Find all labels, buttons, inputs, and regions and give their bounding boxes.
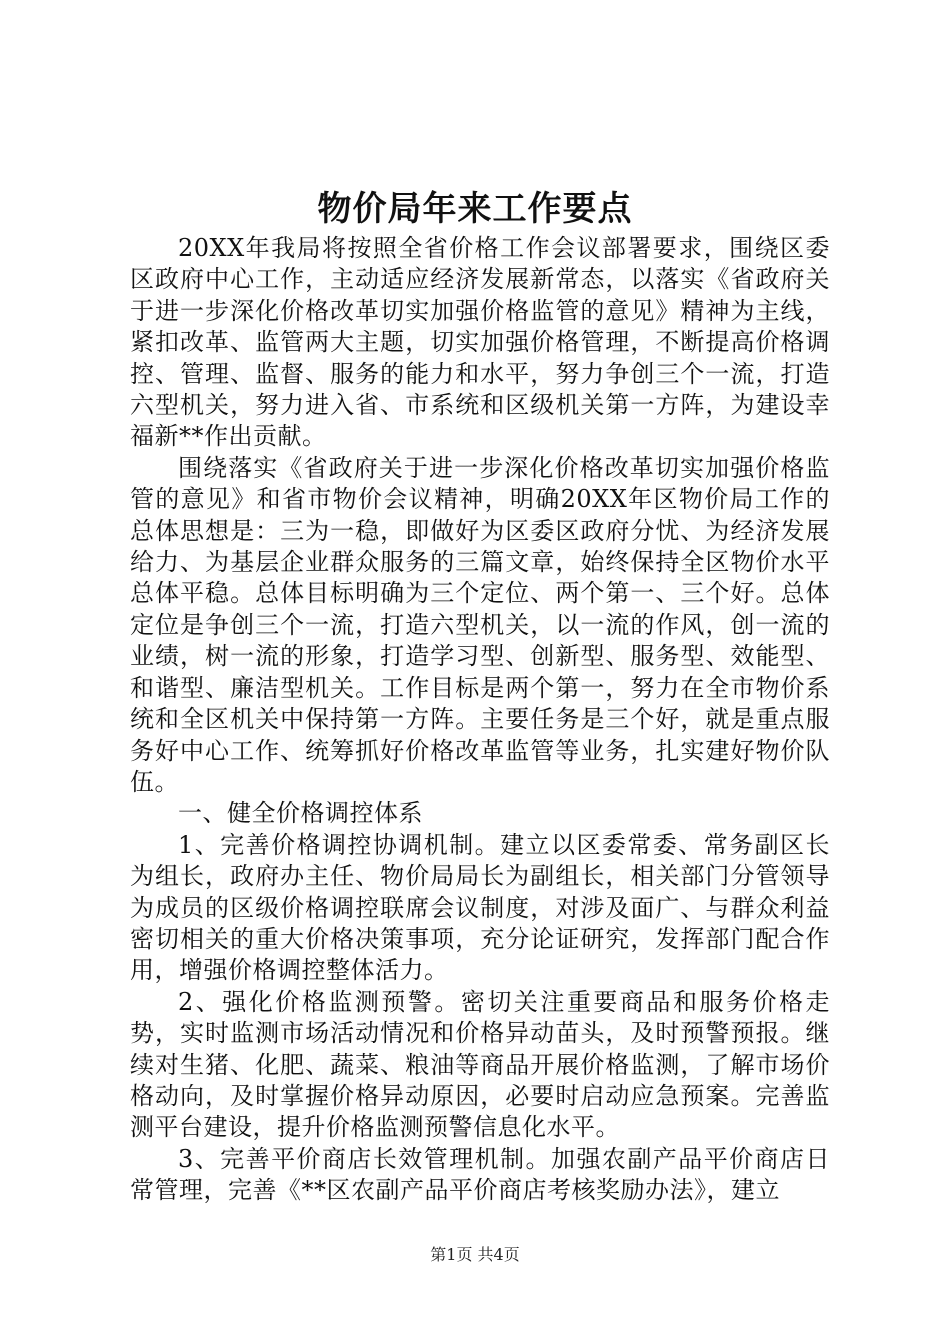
paragraph-intro: 20XX年我局将按照全省价格工作会议部署要求，围绕区委区政府中心工作，主动适应经济发展新常态，以落实《省政府关于进一步深化价格改革切实加强价格监管的意见》精神为主线，紧扣改革、监管两大主题，切实加强价格管理，不断提高价格调控、管理、监督、服务的能力和水平，努力争创三个一流，打造六型机关，努力进入省、市系统和区级机关第一方阵，为建设幸福新**作出贡献。 (130, 234, 830, 451)
document-title: 物价局年来工作要点 (317, 189, 633, 229)
section-heading-1: 一、健全价格调控体系 (178, 799, 423, 828)
paragraph-item-2: 2、强化价格监测预警。密切关注重要商品和服务价格走势，实时监测市场活动情况和价格异动苗头，及时预警预报。继续对生猪、化肥、蔬菜、粮油等商品开展价格监测，了解市场价格动向，及时掌握价格异动原因，必要时启动应急预案。完善监测平台建设，提升价格监测预警信息化水平。 (130, 987, 830, 1142)
paragraph-item-3: 3、完善平价商店长效管理机制。加强农副产品平价商店日常管理，完善《**区农副产品平价商店考核奖励办法》，建立 (130, 1144, 830, 1205)
paragraph-item-1: 1、完善价格调控协调机制。建立以区委常委、常务副区长为组长，政府办主任、物价局局长为副组长，相关部门分管领导为成员的区级价格调控联席会议制度，对涉及面广、与群众利益密切相关的重大价格决策事项，充分论证研究，发挥部门配合作用，增强价格调控整体活力。 (130, 830, 830, 985)
paragraph-overall-thinking: 围绕落实《省政府关于进一步深化价格改革切实加强价格监管的意见》和省市物价会议精神，明确20XX年区物价局工作的总体思想是：三为一稳，即做好为区委区政府分忧、为经济发展给力、为基层企业群众服务的三篇文章，始终保持全区物价水平总体平稳。总体目标明确为三个定位、两个第一、三个好。总体定位是争创三个一流，打造六型机关，以一流的作风，创一流的业绩，树一流的形象，打造学习型、创新型、服务型、效能型、和谐型、廉洁型机关。工作目标是两个第一，努力在全市物价系统和全区机关中保持第一方阵。主要任务是三个好，就是重点服务好中心工作、统筹抓好价格改革监管等业务，扎实建好物价队伍。 (130, 453, 830, 796)
document-body (130, 233, 830, 1207)
page-footer: 第1页 共4页 (430, 1245, 520, 1264)
